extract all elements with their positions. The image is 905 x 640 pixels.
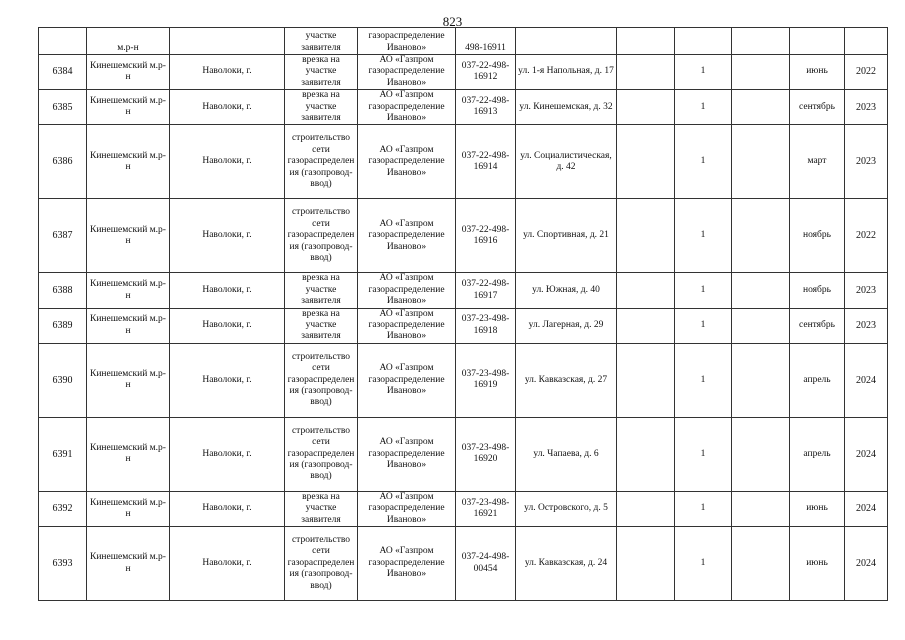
cell-empty-2 [732,527,790,601]
cell-kind: строительство сети газораспределения (газопровод-ввод) [285,417,358,491]
cell-month: апрель [790,343,845,417]
cell-empty-1 [617,28,675,55]
cell-id [39,28,87,55]
cell-qty: 1 [675,343,732,417]
cell-year: 2023 [845,273,888,308]
cell-org: АО «Газпром газораспределение Иваново» [358,527,456,601]
table-row [39,125,888,199]
cell-empty-1 [617,417,675,491]
cell-empty-1 [617,308,675,343]
cell-empty-2 [732,343,790,417]
cell-id: 6393 [39,527,87,601]
page-number: 823 [442,14,463,29]
cell-year: 2023 [845,125,888,199]
cell-month: июнь [790,55,845,90]
cell-org: АО «Газпром газораспределение Иваново» [358,308,456,343]
cell-qty: 1 [675,125,732,199]
table-row [39,308,888,343]
cell-id: 6384 [39,55,87,90]
cell-org: АО «Газпром газораспределение Иваново» [358,491,456,526]
cell-address: ул. Лагерная, д. 29 [516,308,617,343]
cell-address: ул. Южная, д. 40 [516,273,617,308]
cell-locality: Наволоки, г. [170,199,285,273]
cell-district: Кинешемский м.р-н [87,90,170,125]
cell-id: 6388 [39,273,87,308]
cell-district: Кинешемский м.р-н [87,199,170,273]
cell-month: июнь [790,491,845,526]
cell-address: ул. Чапаева, д. 6 [516,417,617,491]
cell-qty: 1 [675,273,732,308]
cell-org: АО «Газпром газораспределение Иваново» [358,417,456,491]
cell-kind: строительство сети газораспределения (газопровод-ввод) [285,343,358,417]
cell-empty-2 [732,491,790,526]
cell-address: ул. Кавказская, д. 24 [516,527,617,601]
cell-locality: Наволоки, г. [170,527,285,601]
cell-month: апрель [790,417,845,491]
cell-org: АО «Газпром газораспределение Иваново» [358,199,456,273]
cell-kind: строительство сети газораспределения (газопровод-ввод) [285,125,358,199]
cell-empty-1 [617,491,675,526]
cell-code: 037-23-498-16918 [456,308,516,343]
cell-empty-1 [617,527,675,601]
cell-month: ноябрь [790,273,845,308]
cell-qty: 1 [675,90,732,125]
cell-empty-2 [732,90,790,125]
cell-locality: Наволоки, г. [170,55,285,90]
cell-year: 2024 [845,343,888,417]
cell-month: март [790,125,845,199]
cell-kind: врезка на участке заявителя [285,55,358,90]
table-row [39,90,888,125]
cell-locality: Наволоки, г. [170,308,285,343]
cell-code: 037-23-498-16919 [456,343,516,417]
cell-year: 2022 [845,199,888,273]
cell-empty-1 [617,343,675,417]
cell-month: июнь [790,527,845,601]
cell-qty [675,28,732,55]
cell-address [516,28,617,55]
cell-locality [170,28,285,55]
cell-code: 037-22-498-16917 [456,273,516,308]
cell-org: АО «Газпром газораспределение Иваново» [358,273,456,308]
table-row [39,273,888,308]
cell-org: АО «Газпром газораспределение Иваново» [358,343,456,417]
table-row [39,417,888,491]
table-row-continued [39,28,888,55]
cell-address: ул. Социалистическая, д. 42 [516,125,617,199]
cell-district: Кинешемский м.р-н [87,273,170,308]
cell-year [845,28,888,55]
cell-empty-1 [617,125,675,199]
cell-qty: 1 [675,527,732,601]
cell-locality: Наволоки, г. [170,90,285,125]
cell-empty-1 [617,273,675,308]
cell-district: Кинешемский м.р-н [87,125,170,199]
cell-year: 2022 [845,55,888,90]
cell-year: 2023 [845,308,888,343]
cell-id: 6385 [39,90,87,125]
cell-empty-1 [617,90,675,125]
cell-address: ул. Кинешемская, д. 32 [516,90,617,125]
cell-org: АО «Газпром газораспределение Иваново» [358,90,456,125]
cell-qty: 1 [675,417,732,491]
cell-id: 6392 [39,491,87,526]
cell-qty: 1 [675,199,732,273]
cell-address: ул. 1-я Напольная, д. 17 [516,55,617,90]
cell-empty-2 [732,199,790,273]
cell-month [790,28,845,55]
cell-locality: Наволоки, г. [170,417,285,491]
cell-month: ноябрь [790,199,845,273]
cell-empty-2 [732,417,790,491]
cell-address: ул. Островского, д. 5 [516,491,617,526]
cell-code: 037-22-498-16916 [456,199,516,273]
cell-kind: врезка на участке заявителя [285,491,358,526]
cell-kind: строительство сети газораспределения (газопровод-ввод) [285,199,358,273]
cell-code: 037-22-498-16912 [456,55,516,90]
cell-org: АО «Газпром газораспределение Иваново» [358,55,456,90]
cell-id: 6389 [39,308,87,343]
cell-org: АО «Газпром газораспределение Иваново» [358,125,456,199]
cell-locality: Наволоки, г. [170,125,285,199]
cell-empty-2 [732,273,790,308]
cell-locality: Наволоки, г. [170,343,285,417]
cell-kind: участке заявителя [285,28,358,55]
cell-district: м.р-н [87,28,170,55]
cell-empty-2 [732,125,790,199]
cell-empty-2 [732,55,790,90]
cell-locality: Наволоки, г. [170,491,285,526]
cell-year: 2024 [845,491,888,526]
cell-kind: врезка на участке заявителя [285,90,358,125]
cell-kind: строительство сети газораспределения (газопровод-ввод) [285,527,358,601]
cell-district: Кинешемский м.р-н [87,55,170,90]
cell-locality: Наволоки, г. [170,273,285,308]
cell-district: Кинешемский м.р-н [87,527,170,601]
cell-qty: 1 [675,55,732,90]
cell-address: ул. Кавказская, д. 27 [516,343,617,417]
data-table [38,27,888,601]
cell-district: Кинешемский м.р-н [87,417,170,491]
table-row [39,343,888,417]
cell-qty: 1 [675,308,732,343]
cell-code: 037-23-498-16920 [456,417,516,491]
table-row [39,199,888,273]
cell-district: Кинешемский м.р-н [87,308,170,343]
cell-code: 037-22-498-16913 [456,90,516,125]
cell-empty-1 [617,55,675,90]
table-row [39,55,888,90]
cell-district: Кинешемский м.р-н [87,343,170,417]
cell-empty-2 [732,28,790,55]
cell-year: 2024 [845,417,888,491]
cell-id: 6390 [39,343,87,417]
cell-code: 498-16911 [456,28,516,55]
cell-code: 037-23-498-16921 [456,491,516,526]
cell-kind: врезка на участке заявителя [285,308,358,343]
cell-year: 2024 [845,527,888,601]
table-row [39,527,888,601]
cell-qty: 1 [675,491,732,526]
cell-district: Кинешемский м.р-н [87,491,170,526]
cell-empty-2 [732,308,790,343]
table-row [39,491,888,526]
cell-month: сентябрь [790,308,845,343]
cell-code: 037-24-498-00454 [456,527,516,601]
cell-kind: врезка на участке заявителя [285,273,358,308]
cell-empty-1 [617,199,675,273]
cell-id: 6386 [39,125,87,199]
cell-id: 6387 [39,199,87,273]
cell-id: 6391 [39,417,87,491]
cell-org: газораспределение Иваново» [358,28,456,55]
cell-code: 037-22-498-16914 [456,125,516,199]
cell-month: сентябрь [790,90,845,125]
cell-year: 2023 [845,90,888,125]
cell-address: ул. Спортивная, д. 21 [516,199,617,273]
